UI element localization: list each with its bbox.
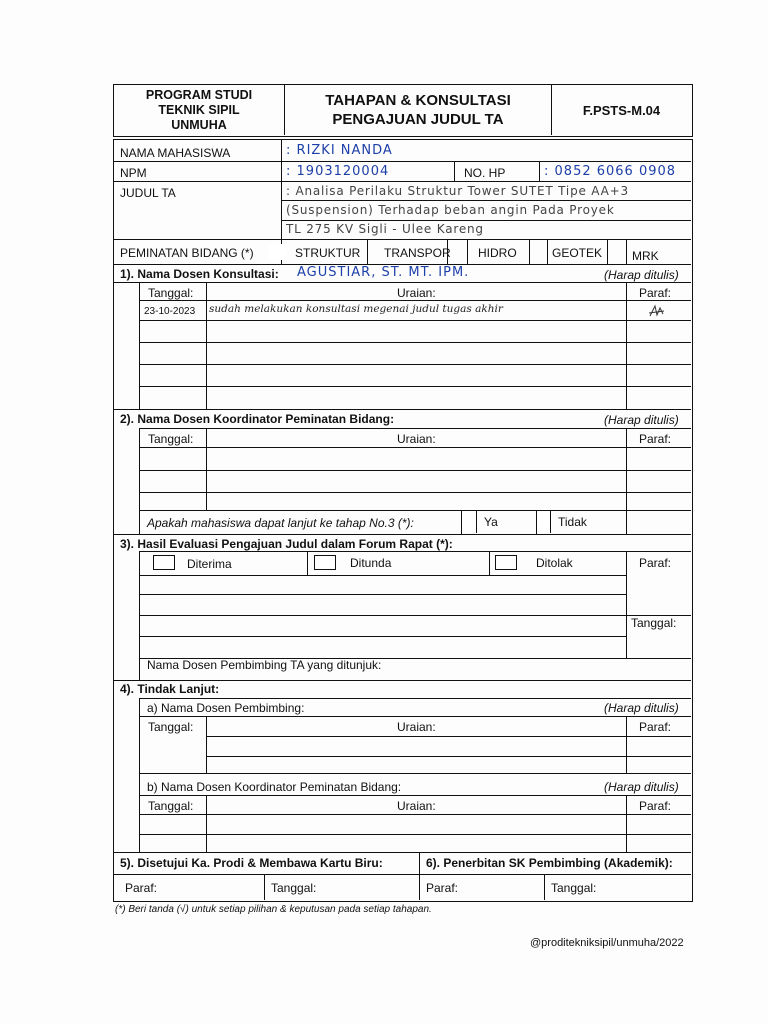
s4b-col-uraian: Uraian:	[397, 799, 436, 813]
npm-value-text: 1903120004	[296, 164, 390, 179]
section2-heading	[120, 412, 394, 426]
hp-value	[544, 164, 676, 179]
peminatan-label: PEMINATAN BIDANG (*)	[120, 246, 254, 260]
judul-line1-text: Analisa Perilaku Struktur Tower SUTET Tipe AA+3	[295, 184, 629, 198]
checkbox-ditolak[interactable]	[495, 555, 517, 570]
s4b-col-tanggal: Tanggal:	[148, 799, 194, 813]
s2-col-uraian: Uraian:	[397, 432, 436, 446]
name-value-text: RIZKI NANDA	[296, 143, 393, 158]
section1-dosen: AGUSTIAR, ST. MT. IPM.	[297, 265, 470, 280]
s6-paraf: Paraf:	[426, 881, 459, 895]
hp-colon: :	[544, 164, 550, 179]
form-code: F.PSTS-M.04	[582, 102, 661, 118]
section1-note: (Harap ditulis)	[604, 268, 679, 282]
npm-colon: :	[286, 164, 292, 179]
s5-tanggal: Tanggal:	[271, 881, 317, 895]
section4-heading	[120, 682, 219, 696]
form-body	[113, 139, 693, 902]
checkbox-diterima[interactable]	[153, 555, 175, 570]
name-colon: :	[286, 143, 292, 158]
program-line3: UNMUHA	[171, 117, 227, 132]
opt-mrk: MRK	[632, 249, 659, 263]
opt-transpor: TRANSPOR	[384, 246, 451, 260]
judul-colon: :	[286, 184, 291, 198]
section4-number: 4).	[120, 682, 135, 696]
footer-credit: @prodi​teknik​sipil/unmuha/2022	[530, 937, 684, 949]
npm-label: NPM	[120, 166, 147, 180]
footnote: (*) Beri tanda (√) untuk setiap pilihan & keputusan pada setiap tahapan.	[115, 904, 432, 915]
s1-col-uraian: Uraian:	[397, 286, 436, 300]
opt-ya: Ya	[484, 515, 498, 529]
s4-b-label: b) Nama Dosen Koordinator Peminatan Bidang:	[147, 780, 402, 794]
s2-col-paraf: Paraf:	[639, 432, 672, 446]
program-line2: TEKNIK SIPIL	[158, 102, 240, 117]
section5-number: 5).	[120, 856, 135, 870]
s4a-col-paraf: Paraf:	[639, 720, 672, 734]
s1-col-tanggal: Tanggal:	[148, 286, 194, 300]
s3-tanggal: Tanggal:	[631, 616, 677, 630]
name-value	[286, 143, 393, 158]
opt-ditunda: Ditunda	[350, 556, 392, 570]
s6-tanggal: Tanggal:	[551, 881, 597, 895]
s3-paraf: Paraf:	[639, 556, 672, 570]
section6-title: Penerbitan SK Pembimbing (Akademik):	[443, 856, 673, 870]
section6-heading	[426, 856, 673, 870]
s1-col-paraf: Paraf:	[639, 286, 672, 300]
opt-ditolak: Ditolak	[536, 556, 573, 570]
section5-title: Disetujui Ka. Prodi & Membawa Kartu Biru:	[137, 856, 383, 870]
section1-heading	[120, 267, 279, 281]
section2-note: (Harap ditulis)	[604, 413, 679, 427]
program-cell	[114, 85, 284, 135]
header-block	[113, 84, 693, 137]
section2-title: Nama Dosen Koordinator Peminatan Bidang:	[137, 412, 395, 426]
section3-heading	[120, 537, 453, 551]
s2-question: Apakah mahasiswa dapat lanjut ke tahap No.3 (*):	[147, 516, 414, 530]
section1-number: 1).	[120, 267, 135, 281]
hp-value-text: 0852 6066 0908	[554, 164, 677, 179]
opt-diterima: Diterima	[187, 557, 232, 571]
s4b-col-paraf: Paraf:	[639, 799, 672, 813]
s2-col-tanggal: Tanggal:	[148, 432, 194, 446]
npm-value	[286, 164, 389, 179]
s3-pembimbing: Nama Dosen Pembimbing TA yang ditunjuk:	[147, 658, 382, 672]
title-line2: PENGAJUAN JUDUL TA	[332, 111, 504, 128]
section3-title: Hasil Evaluasi Pengajuan Judul dalam Forum Rapat (*):	[137, 537, 453, 551]
judul-line1	[286, 184, 629, 198]
s4a-col-uraian: Uraian:	[397, 720, 436, 734]
section6-number: 6).	[426, 856, 441, 870]
opt-tidak: Tidak	[558, 515, 587, 529]
checkbox-struktur[interactable]	[269, 244, 287, 260]
s4a-col-tanggal: Tanggal:	[148, 720, 194, 734]
s4-b-note: (Harap ditulis)	[604, 780, 679, 794]
hp-label: NO. HP	[464, 166, 506, 180]
s1-row1-text: sudah melakukan konsultasi megenai judul tugas akhir	[209, 303, 503, 315]
s5-paraf: Paraf:	[125, 881, 158, 895]
signature-icon	[647, 302, 667, 320]
section4-title: Tindak Lanjut:	[137, 682, 220, 696]
s4-a-note: (Harap ditulis)	[604, 701, 679, 715]
judul-line3: TL 275 KV Sigli - Ulee Kareng	[286, 222, 484, 236]
opt-geotek: GEOTEK	[552, 246, 603, 260]
opt-hidro: HIDRO	[478, 246, 517, 260]
section2-number: 2).	[120, 412, 135, 426]
s1-row1-date: 23-10-2023	[144, 306, 196, 317]
name-label: NAMA MAHASISWA	[120, 146, 231, 160]
checkbox-ditunda[interactable]	[314, 555, 336, 570]
title-cell	[285, 85, 551, 135]
judul-label: JUDUL TA	[120, 186, 176, 200]
judul-line2: (Suspension) Terhadap beban angin Pada Proyek	[286, 203, 615, 217]
checkbox-ya[interactable]	[462, 511, 477, 533]
section3-number: 3).	[120, 537, 135, 551]
program-line1: PROGRAM STUDI	[145, 87, 253, 102]
section1-title: Nama Dosen Konsultasi:	[137, 267, 279, 281]
s4-a-label: a) Nama Dosen Pembimbing:	[147, 701, 305, 715]
opt-struktur: STRUKTUR	[295, 246, 361, 260]
title-line1: TAHAPAN & KONSULTASI	[325, 92, 511, 109]
section5-heading	[120, 856, 383, 870]
checkbox-tidak[interactable]	[537, 511, 551, 533]
